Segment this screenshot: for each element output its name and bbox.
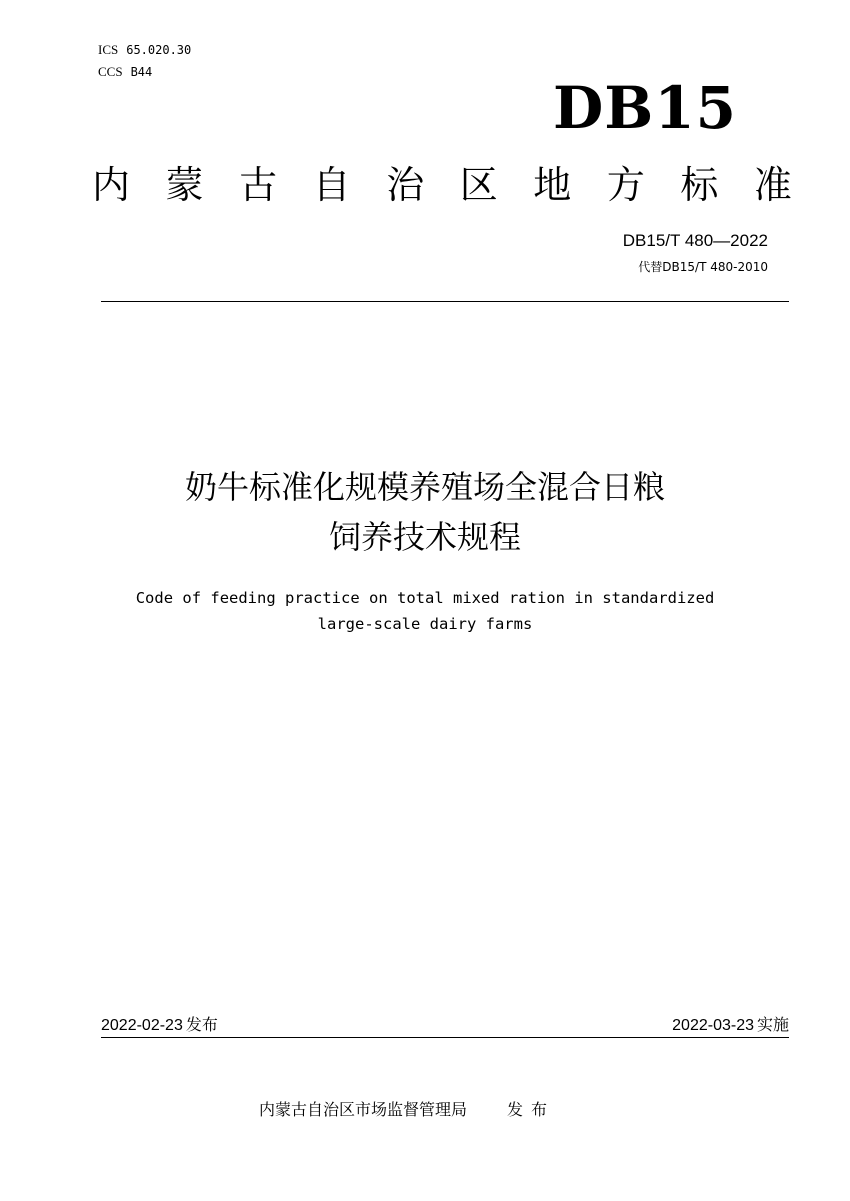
region-title-char: 方	[606, 163, 645, 207]
replaced-standard: 代替DB15/T 480-2010	[638, 260, 768, 274]
issuing-authority	[259, 1099, 555, 1121]
region-standard-title	[92, 160, 792, 210]
region-title-char: 蒙	[165, 163, 204, 207]
title-en-line-1: Code of feeding practice on total mixed ration in standardized	[135, 589, 715, 607]
implementation-date	[672, 1015, 789, 1036]
standard-number: DB15/T 480—2022	[622, 231, 768, 250]
ccs-code: B44	[130, 65, 153, 79]
region-title-char: 准	[753, 163, 792, 207]
ics-code: 65.020.30	[126, 43, 192, 57]
ccs-label: CCS	[98, 64, 123, 79]
header-divider	[101, 301, 789, 302]
region-title-char: 地	[533, 163, 572, 207]
region-title-char: 自	[312, 163, 351, 207]
implementation-label: 实施	[756, 1015, 789, 1034]
implementation-date-value: 2022-03-23	[672, 1017, 754, 1034]
title-cn-line-2: 饲养技术规程	[328, 518, 521, 556]
region-title-char: 内	[92, 163, 131, 207]
region-title-char: 区	[459, 163, 498, 207]
issue-date-value: 2022-02-23	[101, 1017, 183, 1034]
ics-classification	[98, 42, 191, 58]
title-en-line-2: large-scale dairy farms	[317, 615, 533, 633]
issuer-action: 发布	[507, 1100, 556, 1119]
issue-date	[101, 1015, 218, 1036]
issuer-name: 内蒙古自治区市场监督管理局	[259, 1100, 468, 1119]
region-title-char: 标	[680, 163, 719, 207]
region-title-char: 古	[239, 163, 278, 207]
footer-divider	[101, 1037, 789, 1038]
issue-label: 发布	[185, 1015, 218, 1034]
ics-label: ICS	[98, 42, 119, 57]
title-cn-line-1: 奶牛标准化规模养殖场全混合日粮	[184, 468, 665, 506]
ccs-classification	[98, 64, 152, 80]
region-title-char: 治	[386, 163, 425, 207]
db15-logo: DB15	[553, 74, 738, 142]
